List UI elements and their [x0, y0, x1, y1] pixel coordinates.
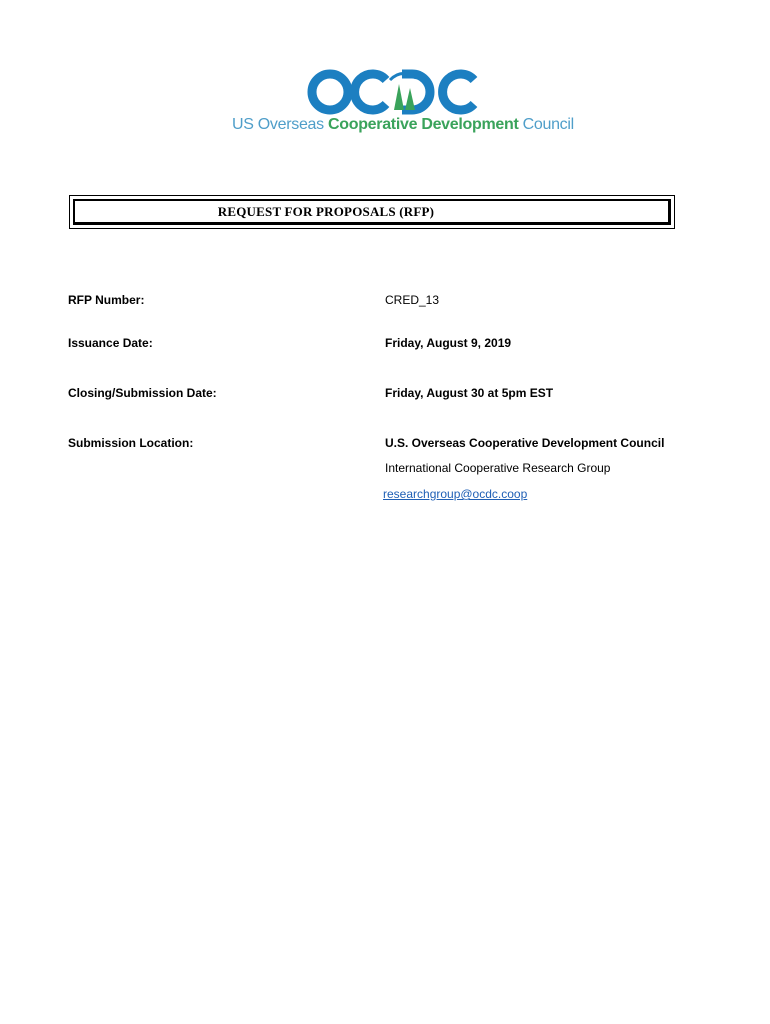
closing-date-value: Friday, August 30 at 5pm EST	[385, 386, 554, 400]
title-box	[69, 195, 675, 229]
issuance-date-label: Issuance Date:	[68, 336, 153, 350]
logo-tree-left	[394, 84, 404, 110]
logo-tagline-bold: Cooperative Development	[328, 116, 519, 133]
logo-tagline-prefix: US Overseas	[232, 116, 328, 133]
logo-tree-right	[405, 88, 415, 110]
submission-location-org: U.S. Overseas Cooperative Development Council	[385, 436, 665, 450]
logo-letter-c2	[443, 74, 474, 110]
rfp-number-value: CRED_13	[385, 293, 440, 307]
submission-email-link[interactable]: researchgroup@ocdc.coop	[383, 487, 528, 501]
logo-tagline	[232, 116, 574, 134]
issuance-date-value: Friday, August 9, 2019	[385, 336, 512, 350]
logo-letter-o	[312, 74, 348, 110]
logo-letter-c1	[355, 74, 386, 110]
document-title: REQUEST FOR PROPOSALS (RFP)	[217, 204, 435, 219]
ocdc-logo-mark	[306, 66, 481, 118]
submission-location-group: International Cooperative Research Group	[385, 461, 611, 475]
submission-location-label: Submission Location:	[68, 436, 194, 450]
closing-date-label: Closing/Submission Date:	[68, 386, 217, 400]
rfp-number-label: RFP Number:	[68, 293, 145, 307]
ocdc-logo	[228, 62, 574, 142]
logo-tagline-suffix: Council	[518, 116, 574, 133]
logo-letter-d	[402, 74, 430, 110]
